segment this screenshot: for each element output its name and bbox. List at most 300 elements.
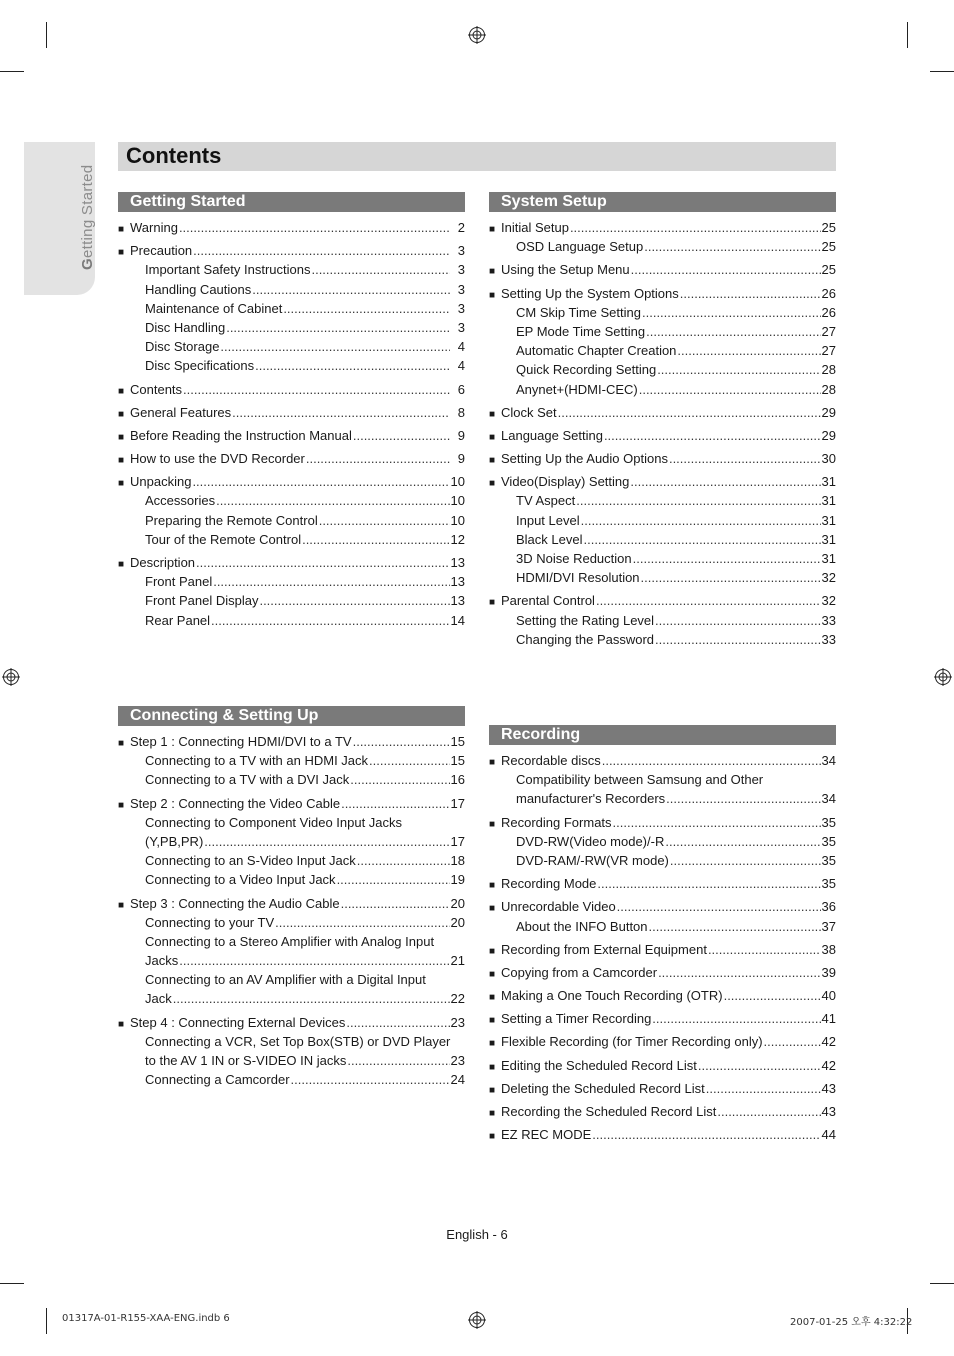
toc-entry-title: Changing the Password xyxy=(516,631,655,647)
toc-entry-title: Step 1 : Connecting HDMI/DVI to a TV xyxy=(130,734,352,749)
toc-entry-page: 15 xyxy=(450,753,465,769)
bullet-icon: ■ xyxy=(489,757,496,768)
toc-entry[interactable] xyxy=(118,1032,465,1051)
dot-leader xyxy=(677,341,820,360)
toc-group xyxy=(489,403,836,422)
dot-leader xyxy=(216,491,449,510)
toc-entry-title: Tour of the Remote Control xyxy=(145,531,302,547)
toc-entry[interactable] xyxy=(118,770,465,789)
toc-group xyxy=(489,472,836,587)
toc-entry-title: CM Skip Time Setting xyxy=(516,304,641,320)
dot-leader xyxy=(353,732,450,751)
dot-leader xyxy=(232,403,450,422)
toc-entry[interactable] xyxy=(118,403,465,422)
dot-leader xyxy=(179,218,450,237)
toc-entry-title: Connecting to a Video Input Jack xyxy=(145,872,336,888)
toc-entry[interactable] xyxy=(489,303,836,322)
dot-leader xyxy=(369,751,450,770)
toc-entry-title: Editing the Scheduled Record List xyxy=(501,1057,697,1073)
dot-leader xyxy=(252,280,450,299)
toc-entry[interactable] xyxy=(489,549,836,568)
dot-leader xyxy=(259,591,449,610)
toc-entry-page: 14 xyxy=(450,612,465,628)
toc-entry-page: 28 xyxy=(821,362,836,378)
toc-entry[interactable] xyxy=(489,813,836,832)
toc-entry-title: Disc Storage xyxy=(145,339,220,355)
bullet-icon: ■ xyxy=(118,385,125,397)
toc-entry[interactable] xyxy=(489,449,836,468)
dot-leader xyxy=(353,426,450,445)
toc-entry-title: Warning xyxy=(130,220,178,235)
toc-entry-page: 18 xyxy=(450,853,465,869)
bullet-icon: ■ xyxy=(489,289,496,301)
toc-group xyxy=(489,1125,836,1144)
toc-entry-title: Step 3 : Connecting the Audio Cable xyxy=(130,895,340,911)
toc-entry[interactable] xyxy=(489,284,836,303)
toc-entry-page: 34 xyxy=(821,791,836,807)
side-tab-label: Getting Started xyxy=(79,164,96,270)
bullet-icon: ■ xyxy=(489,1084,496,1096)
toc-entry-title: How to use the DVD Recorder xyxy=(130,451,305,467)
dot-leader xyxy=(764,1032,821,1051)
dot-leader xyxy=(633,549,821,568)
toc-entry[interactable] xyxy=(489,511,836,530)
toc-entry[interactable] xyxy=(489,360,836,379)
toc-entry-title: Disc Specifications xyxy=(145,358,255,374)
dot-leader xyxy=(173,989,450,1008)
toc-entry-title: manufacturer's Recorders xyxy=(516,791,666,807)
dot-leader xyxy=(337,870,450,889)
toc-group xyxy=(118,553,465,630)
toc-entry-page: 13 xyxy=(450,593,465,609)
toc-entry-title: TV Aspect xyxy=(516,493,576,509)
toc-entry-page: 23 xyxy=(450,1014,465,1030)
dot-leader xyxy=(196,553,450,572)
toc-entry-title: Description xyxy=(130,555,196,570)
toc-entry-title: 3D Noise Reduction xyxy=(516,551,632,566)
dot-leader xyxy=(570,218,821,237)
toc-entry-page: 42 xyxy=(821,1034,836,1050)
toc-entry-page: 32 xyxy=(821,593,836,609)
toc-entry-page: 32 xyxy=(821,570,836,586)
toc-entry[interactable] xyxy=(489,897,836,916)
toc-group xyxy=(489,963,836,982)
toc-entry[interactable] xyxy=(489,491,836,510)
toc-entry[interactable] xyxy=(489,986,836,1005)
toc-group xyxy=(118,732,465,790)
toc-entry[interactable] xyxy=(118,530,465,549)
toc-entry[interactable] xyxy=(489,472,836,491)
toc-entry[interactable] xyxy=(118,611,465,630)
toc-entry-page: 22 xyxy=(450,991,465,1007)
toc-entry[interactable] xyxy=(118,260,465,279)
toc-entry[interactable] xyxy=(489,341,836,360)
toc-entry-title: About the INFO Button xyxy=(516,918,648,934)
toc-entry-page: 38 xyxy=(821,941,836,957)
toc-entry[interactable] xyxy=(118,832,465,851)
dot-leader xyxy=(193,241,450,260)
toc-entry-title: Setting a Timer Recording xyxy=(501,1011,652,1027)
dot-leader xyxy=(576,491,820,510)
toc-entry-title: HDMI/DVI Resolution xyxy=(516,570,640,586)
section-heading: System Setup xyxy=(489,192,836,212)
registration-mark-icon xyxy=(934,668,952,686)
toc-entry-title: Copying from a Camcorder xyxy=(501,964,658,980)
toc-group xyxy=(489,1079,836,1098)
toc-entry[interactable] xyxy=(489,1125,836,1144)
toc-entry[interactable] xyxy=(118,449,465,468)
toc-entry[interactable] xyxy=(118,894,465,913)
dot-leader xyxy=(698,1056,821,1075)
dot-leader xyxy=(311,260,450,279)
bullet-icon: ■ xyxy=(489,455,496,467)
crop-mark xyxy=(930,1283,954,1284)
toc-entry-page: 12 xyxy=(450,531,465,547)
bullet-icon: ■ xyxy=(489,478,496,490)
toc-entry-page: 10 xyxy=(450,512,465,528)
dot-leader xyxy=(646,322,820,341)
dot-leader xyxy=(350,770,449,789)
toc-group xyxy=(118,241,465,375)
toc-entry[interactable] xyxy=(118,870,465,889)
toc-entry[interactable] xyxy=(118,241,465,260)
bullet-icon: ■ xyxy=(118,224,125,235)
page-footer: English - 6 xyxy=(446,1227,508,1242)
dot-leader xyxy=(669,449,821,468)
toc-entry-page: 26 xyxy=(821,285,836,301)
dot-leader xyxy=(597,874,820,893)
registration-mark-icon xyxy=(468,1311,486,1329)
toc-entry[interactable] xyxy=(118,970,465,989)
bullet-icon: ■ xyxy=(118,799,125,811)
section-getting-started xyxy=(118,192,465,634)
toc-entry-page: 31 xyxy=(821,551,836,566)
bullet-icon: ■ xyxy=(489,1061,496,1073)
toc-entry[interactable] xyxy=(118,491,465,510)
page-title: Contents xyxy=(126,143,222,168)
toc-group xyxy=(118,472,465,549)
dot-leader xyxy=(670,851,821,870)
toc-group xyxy=(489,986,836,1005)
section-heading: Getting Started xyxy=(118,192,465,212)
toc-entry-page: 20 xyxy=(450,914,465,930)
dot-leader xyxy=(283,299,450,318)
toc-entry-page: 8 xyxy=(457,404,465,420)
toc-entry[interactable] xyxy=(118,913,465,932)
toc-entry-title: EZ REC MODE xyxy=(501,1127,592,1143)
section-system-setup xyxy=(489,192,836,653)
toc-entry[interactable] xyxy=(118,426,465,445)
toc-entry-title: Connecting to an S-Video Input Jack xyxy=(145,853,356,869)
toc-entry-title: General Features xyxy=(130,404,232,420)
dot-leader xyxy=(630,472,820,491)
toc-entry-page: 27 xyxy=(821,343,836,359)
bullet-icon: ■ xyxy=(118,455,125,467)
toc-group xyxy=(489,260,836,279)
toc-entry[interactable] xyxy=(118,280,465,299)
toc-group xyxy=(118,403,465,422)
toc-group xyxy=(489,1032,836,1051)
toc-entry-title: Automatic Chapter Creation xyxy=(516,343,677,359)
toc-entry-title: Connecting a Camcorder xyxy=(145,1072,290,1088)
dot-leader xyxy=(291,1070,450,1089)
toc-entry-page: 40 xyxy=(821,988,836,1004)
toc-entry[interactable] xyxy=(489,1079,836,1098)
toc-entry-page: 33 xyxy=(821,612,836,628)
toc-entry-title: Parental Control xyxy=(501,593,595,609)
toc-entry[interactable] xyxy=(489,426,836,445)
toc-group xyxy=(118,894,465,1009)
toc-group xyxy=(118,380,465,399)
crop-mark xyxy=(907,22,908,48)
toc-entry[interactable] xyxy=(489,237,836,256)
toc-entry-title: Language Setting xyxy=(501,427,603,443)
toc-entry[interactable] xyxy=(489,530,836,549)
dot-leader xyxy=(644,237,820,256)
toc-entry-title: Important Safety Instructions xyxy=(145,262,311,278)
toc-entry-title: Flexible Recording (for Timer Recording only) xyxy=(501,1034,763,1050)
dot-leader xyxy=(596,591,821,610)
toc-entry[interactable] xyxy=(489,832,836,851)
dot-leader xyxy=(341,794,449,813)
toc-entry-title: Anynet+(HDMI-CEC) xyxy=(516,381,638,397)
toc-entry-title: Connecting to a Stereo Amplifier with Analog Input xyxy=(145,933,435,949)
toc-entry[interactable] xyxy=(489,611,836,630)
toc-entry-title: Disc Handling xyxy=(145,319,226,335)
toc-group xyxy=(118,426,465,445)
toc-entry-title: Precaution xyxy=(130,243,193,259)
toc-entry-title: Accessories xyxy=(145,493,216,509)
toc-entry[interactable] xyxy=(118,472,465,491)
toc-group xyxy=(489,591,836,649)
toc-entry-page: 25 xyxy=(821,220,836,235)
bullet-icon: ■ xyxy=(489,880,496,892)
toc-entry-page: 23 xyxy=(450,1053,465,1068)
dot-leader xyxy=(592,1125,820,1144)
dot-leader xyxy=(347,1051,449,1070)
toc-entry-title: Recording Mode xyxy=(501,876,597,892)
toc-entry[interactable] xyxy=(489,630,836,649)
toc-entry-title: EP Mode Time Setting xyxy=(516,323,646,339)
toc-entry[interactable] xyxy=(118,591,465,610)
toc-entry[interactable] xyxy=(489,218,836,237)
bullet-icon: ■ xyxy=(489,968,496,980)
crop-mark xyxy=(0,1283,24,1284)
dot-leader xyxy=(583,530,820,549)
toc-group xyxy=(489,1009,836,1028)
toc-entry[interactable] xyxy=(118,951,465,970)
toc-entry-page: 29 xyxy=(821,404,836,420)
section-heading: Connecting & Setting Up xyxy=(118,706,465,726)
toc-entry-title: Unrecordable Video xyxy=(501,899,616,915)
toc-entry-page: 9 xyxy=(457,451,465,467)
toc-entry-page: 25 xyxy=(821,262,836,278)
toc-entry-title: Using the Setup Menu xyxy=(501,262,630,278)
bullet-icon: ■ xyxy=(118,559,125,570)
toc-entry[interactable] xyxy=(489,1009,836,1028)
toc-entry-page: 3 xyxy=(457,319,465,335)
toc-entry[interactable] xyxy=(118,732,465,751)
toc-entry-page: 17 xyxy=(450,795,465,811)
dot-leader xyxy=(655,611,820,630)
toc-entry-title: Clock Set xyxy=(501,404,557,420)
toc-entry[interactable] xyxy=(489,260,836,279)
dot-leader xyxy=(680,284,821,303)
toc-entry[interactable] xyxy=(118,337,465,356)
toc-entry-page: 13 xyxy=(450,555,465,570)
toc-entry[interactable] xyxy=(489,851,836,870)
toc-group xyxy=(489,426,836,445)
toc-entry[interactable] xyxy=(118,511,465,530)
toc-entry-title: Setting Up the System Options xyxy=(501,285,679,301)
toc-entry[interactable] xyxy=(118,380,465,399)
toc-group xyxy=(489,218,836,256)
toc-entry-page: 13 xyxy=(450,574,465,590)
toc-entry-title: Making a One Touch Recording (OTR) xyxy=(501,988,723,1004)
toc-entry[interactable] xyxy=(489,917,836,936)
toc-entry[interactable] xyxy=(118,218,465,237)
bullet-icon: ■ xyxy=(118,408,125,420)
toc-entry-title: Rear Panel xyxy=(145,612,211,628)
toc-entry-page: 31 xyxy=(821,493,836,509)
toc-entry-title: Recording the Scheduled Record List xyxy=(501,1104,717,1119)
toc-entry[interactable] xyxy=(489,1056,836,1075)
toc-group xyxy=(489,897,836,935)
toc-entry-title: DVD-RAM/-RW(VR mode) xyxy=(516,852,669,868)
toc-group xyxy=(118,794,465,890)
section-heading: Recording xyxy=(489,725,836,745)
dot-leader xyxy=(357,851,450,870)
toc-entry[interactable] xyxy=(489,591,836,610)
dot-leader xyxy=(717,1102,820,1121)
dot-leader xyxy=(639,380,821,399)
toc-group xyxy=(489,1056,836,1075)
bullet-icon: ■ xyxy=(489,992,496,1004)
toc-entry[interactable] xyxy=(118,553,465,572)
toc-entry[interactable] xyxy=(118,989,465,1008)
toc-entry-title: Recordable discs xyxy=(501,753,601,768)
toc-entry-page: 31 xyxy=(821,474,836,490)
toc-entry[interactable] xyxy=(118,751,465,770)
bullet-icon: ■ xyxy=(489,408,496,420)
toc-entry-page: 42 xyxy=(821,1057,836,1073)
toc-entry[interactable] xyxy=(118,932,465,951)
registration-mark-icon xyxy=(2,668,20,686)
toc-entry-title: to the AV 1 IN or S-VIDEO IN jacks xyxy=(145,1053,347,1068)
toc-group xyxy=(489,751,836,809)
toc-entry-page: 16 xyxy=(450,772,465,788)
toc-group xyxy=(489,813,836,871)
toc-entry[interactable] xyxy=(489,963,836,982)
toc-entry[interactable] xyxy=(118,299,465,318)
toc-entry[interactable] xyxy=(489,403,836,422)
toc-entry[interactable] xyxy=(489,770,836,789)
dot-leader xyxy=(708,940,821,959)
toc-entry-page: 31 xyxy=(821,531,836,547)
bullet-icon: ■ xyxy=(489,1108,496,1119)
dot-leader xyxy=(652,1009,820,1028)
toc-entry[interactable] xyxy=(118,813,465,832)
toc-entry[interactable] xyxy=(118,1070,465,1089)
toc-entry-page: 35 xyxy=(821,833,836,849)
toc-entry[interactable] xyxy=(118,318,465,337)
toc-entry[interactable] xyxy=(118,572,465,591)
toc-entry[interactable] xyxy=(489,751,836,770)
toc-entry-page: 29 xyxy=(821,427,836,443)
dot-leader xyxy=(581,511,821,530)
toc-entry[interactable] xyxy=(118,794,465,813)
bullet-icon: ■ xyxy=(118,738,125,749)
toc-entry-page: 3 xyxy=(457,243,465,259)
toc-entry-title: Quick Recording Setting xyxy=(516,362,657,378)
dot-leader xyxy=(346,1013,449,1032)
toc-entry[interactable] xyxy=(489,380,836,399)
toc-group xyxy=(489,449,836,468)
dot-leader xyxy=(319,511,450,530)
toc-entry-page: 36 xyxy=(821,899,836,915)
dot-leader xyxy=(306,449,450,468)
toc-entry[interactable] xyxy=(489,789,836,808)
dot-leader xyxy=(642,303,821,322)
toc-entry[interactable] xyxy=(118,851,465,870)
toc-entry-page: 17 xyxy=(450,833,465,849)
toc-entry-title: Setting the Rating Level xyxy=(516,612,655,628)
toc-entry-title: Video(Display) Setting xyxy=(501,474,630,490)
dot-leader xyxy=(211,611,449,630)
dot-leader xyxy=(220,337,450,356)
dot-leader xyxy=(341,894,450,913)
crop-mark xyxy=(46,1308,47,1334)
toc-entry[interactable] xyxy=(489,874,836,893)
section-recording xyxy=(489,725,836,1148)
bullet-icon: ■ xyxy=(489,597,496,609)
toc-entry[interactable] xyxy=(489,1102,836,1121)
toc-entry[interactable] xyxy=(118,1051,465,1070)
dot-leader xyxy=(613,813,821,832)
toc-entry-title: Input Level xyxy=(516,512,580,528)
dot-leader xyxy=(665,832,820,851)
toc-entry[interactable] xyxy=(489,1032,836,1051)
toc-entry-title: Step 2 : Connecting the Video Cable xyxy=(130,795,341,811)
toc-entry-title: Connecting to a TV with a DVI Jack xyxy=(145,772,350,788)
dot-leader xyxy=(658,963,820,982)
toc-entry-title: Recording from External Equipment xyxy=(501,941,707,957)
bullet-icon: ■ xyxy=(118,1018,125,1030)
toc-entry-page: 33 xyxy=(821,631,836,647)
toc-entry-page: 37 xyxy=(821,918,836,934)
toc-entry-title: Jack xyxy=(145,991,172,1007)
toc-entry-title: OSD Language Setup xyxy=(516,239,644,255)
toc-entry-page: 43 xyxy=(821,1104,836,1119)
toc-entry[interactable] xyxy=(118,356,465,375)
dot-leader xyxy=(602,751,821,770)
toc-entry[interactable] xyxy=(118,1013,465,1032)
toc-entry-page: 44 xyxy=(821,1127,836,1143)
bullet-icon: ■ xyxy=(118,478,125,490)
bullet-icon: ■ xyxy=(118,431,125,443)
bullet-icon: ■ xyxy=(118,899,125,911)
toc-entry[interactable] xyxy=(489,322,836,341)
toc-entry-page: 35 xyxy=(821,852,836,868)
toc-entry-page: 43 xyxy=(821,1080,836,1096)
toc-entry[interactable] xyxy=(489,940,836,959)
toc-entry-page: 2 xyxy=(457,220,465,235)
registration-mark-icon xyxy=(468,26,486,44)
toc-entry-page: 3 xyxy=(457,262,465,278)
toc-entry[interactable] xyxy=(489,568,836,587)
bullet-icon: ■ xyxy=(489,266,496,278)
toc-entry-title: Connecting a VCR, Set Top Box(STB) or DVD Player xyxy=(145,1033,451,1049)
